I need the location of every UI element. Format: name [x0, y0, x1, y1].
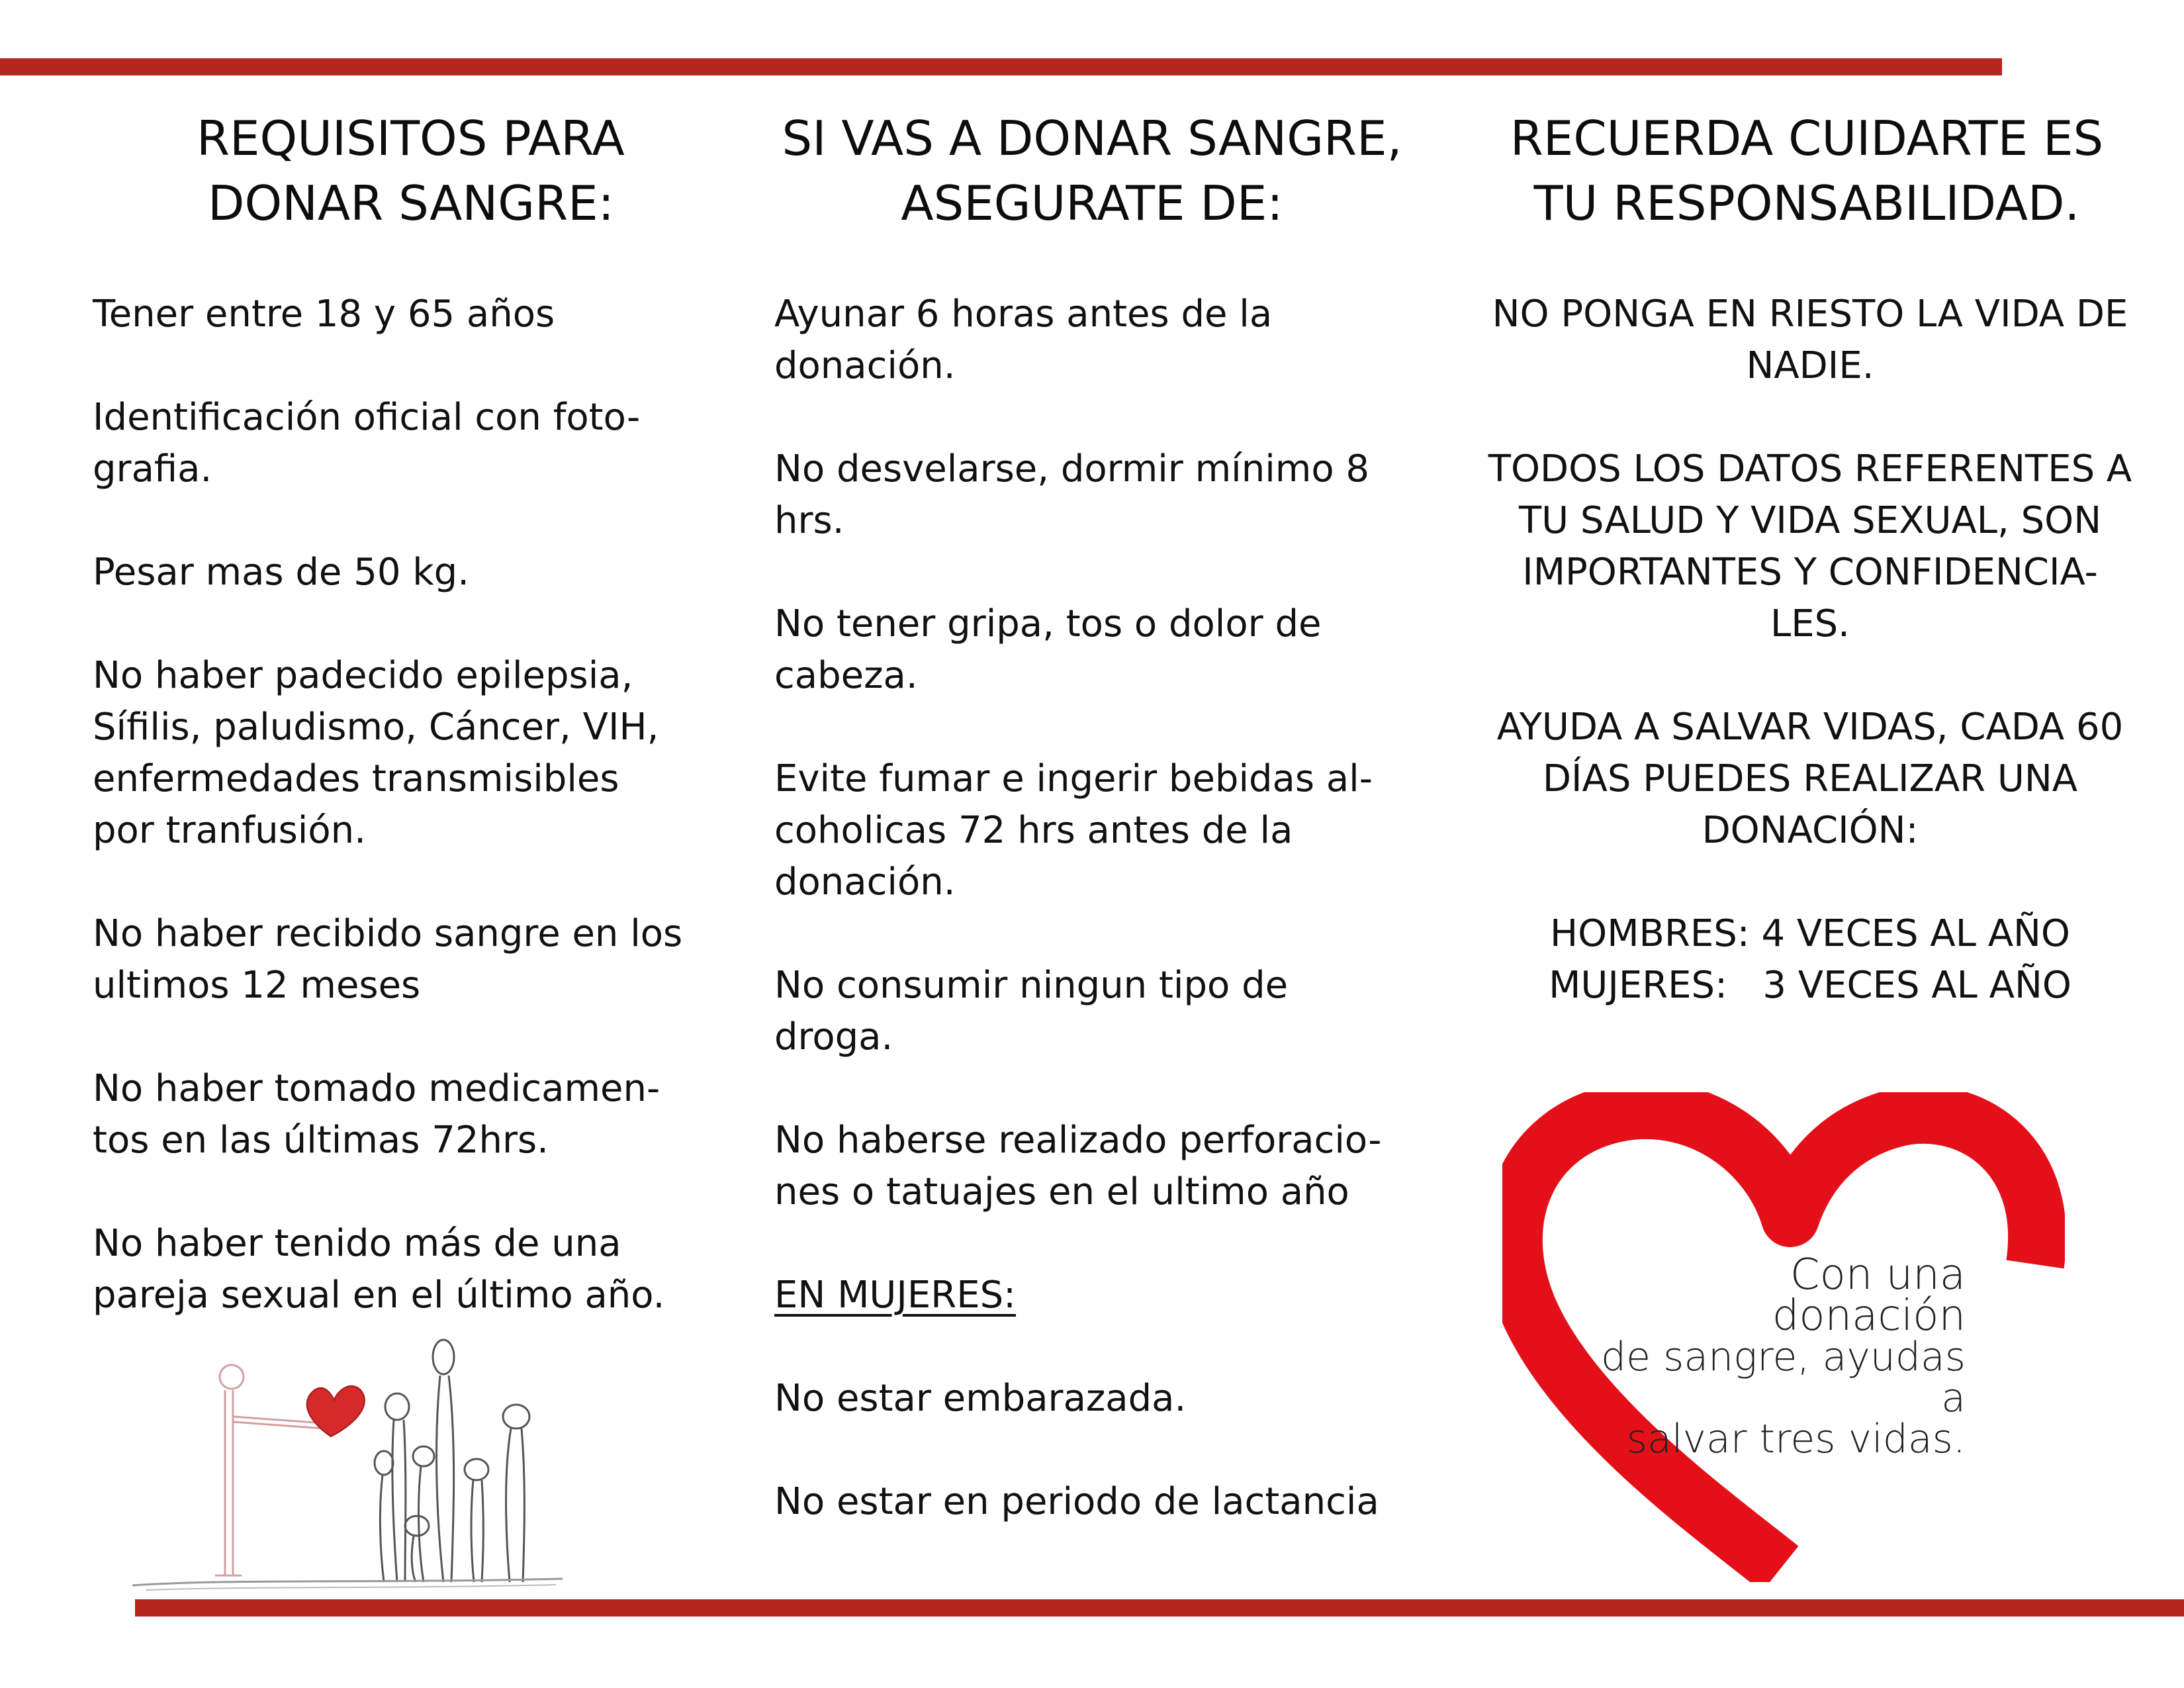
heart-caption [1595, 1250, 1966, 1462]
responsibility-list [1476, 289, 2144, 1011]
women-frequency: MUJERES: 3 VECES AL AÑO [1549, 964, 2071, 1007]
requirements-list [93, 289, 721, 1321]
requirement-item: No haber padecido epilepsia, Sífilis, paludismo, Cáncer, VIH, enfermedades transmisibles por tranfusión. [93, 654, 659, 852]
heart-caption-line-2: de sangre, ayudas a [1601, 1334, 1966, 1421]
requirement-item: Pesar mas de 50 kg. [93, 551, 470, 594]
preparation-item: No tener gripa, tos o dolor de cabeza. [774, 602, 1322, 697]
responsibility-heading-line-1: RECUERDA CUIDARTE ES [1510, 111, 2104, 166]
preparation-item: Ayunar 6 horas antes de la donación. [774, 293, 1273, 387]
preparation-item: Evite fumar e ingerir bebidas al- coholicas 72 hrs antes de la donación. [774, 757, 1373, 904]
preparation-column [774, 106, 1410, 1579]
requirements-column [93, 106, 721, 1373]
preparation-item: No haberse realizado perforacio- nes o tatuajes en el ultimo año [774, 1119, 1382, 1213]
heart-caption-line-3: salvar tres vidas. [1626, 1416, 1966, 1462]
requirement-item: Tener entre 18 y 65 años [93, 293, 555, 336]
requirement-item: Identificación oficial con foto- grafia. [93, 396, 641, 491]
requirements-heading [179, 106, 814, 236]
responsibility-item: TODOS LOS DATOS REFERENTES A TU SALUD Y VIDA SEXUAL, SON IMPORTANTES Y CONFIDENCIA- LES. [1488, 447, 2132, 645]
heart-caption-line-1: Con una donación [1772, 1250, 1966, 1340]
responsibility-column [1476, 106, 2144, 1011]
bottom-divider-bar [135, 1599, 2184, 1617]
preparation-item: No desvelarse, dormir mínimo 8 hrs. [774, 447, 1370, 542]
responsibility-item: NO PONGA EN RIESTO LA VIDA DE NADIE. [1492, 293, 2128, 387]
men-frequency: HOMBRES: 4 VECES AL AÑO [1550, 912, 2070, 955]
requirement-item: No haber tenido más de una pareja sexual en el último año. [93, 1222, 665, 1317]
women-item: No estar en periodo de lactancia [774, 1480, 1379, 1523]
requirements-heading-line-2: DONAR SANGRE: [208, 175, 614, 231]
requirements-heading-line-1: REQUISITOS PARA [197, 111, 625, 166]
top-divider-bar [0, 58, 2002, 75]
responsibility-item: AYUDA A SALVAR VIDAS, CADA 60 DÍAS PUEDES REALIZAR UNA DONACIÓN: [1496, 706, 2124, 852]
women-item: No estar embarazada. [774, 1377, 1187, 1420]
preparation-list [774, 289, 1410, 1528]
responsibility-heading-line-2: TU RESPONSABILIDAD. [1533, 175, 2080, 231]
donation-frequency [1476, 908, 2144, 1011]
preparation-heading-line-2: ASEGURATE DE: [901, 175, 1283, 231]
sketch-figures-icon [132, 1324, 596, 1595]
women-section-label: EN MUJERES: [774, 1274, 1016, 1317]
preparation-heading [774, 106, 1410, 236]
requirement-item: No haber recibido sangre en los ultimos 12 meses [93, 912, 683, 1007]
preparation-heading-line-1: SI VAS A DONAR SANGRE, [782, 111, 1402, 166]
preparation-item: No consumir ningun tipo de droga. [774, 964, 1289, 1058]
heart-illustration [1502, 1092, 2065, 1582]
responsibility-heading [1489, 106, 2124, 236]
requirement-item: No haber tomado medicamen- tos en las últimas 72hrs. [93, 1067, 660, 1162]
sketch-figures-illustration [132, 1324, 596, 1595]
